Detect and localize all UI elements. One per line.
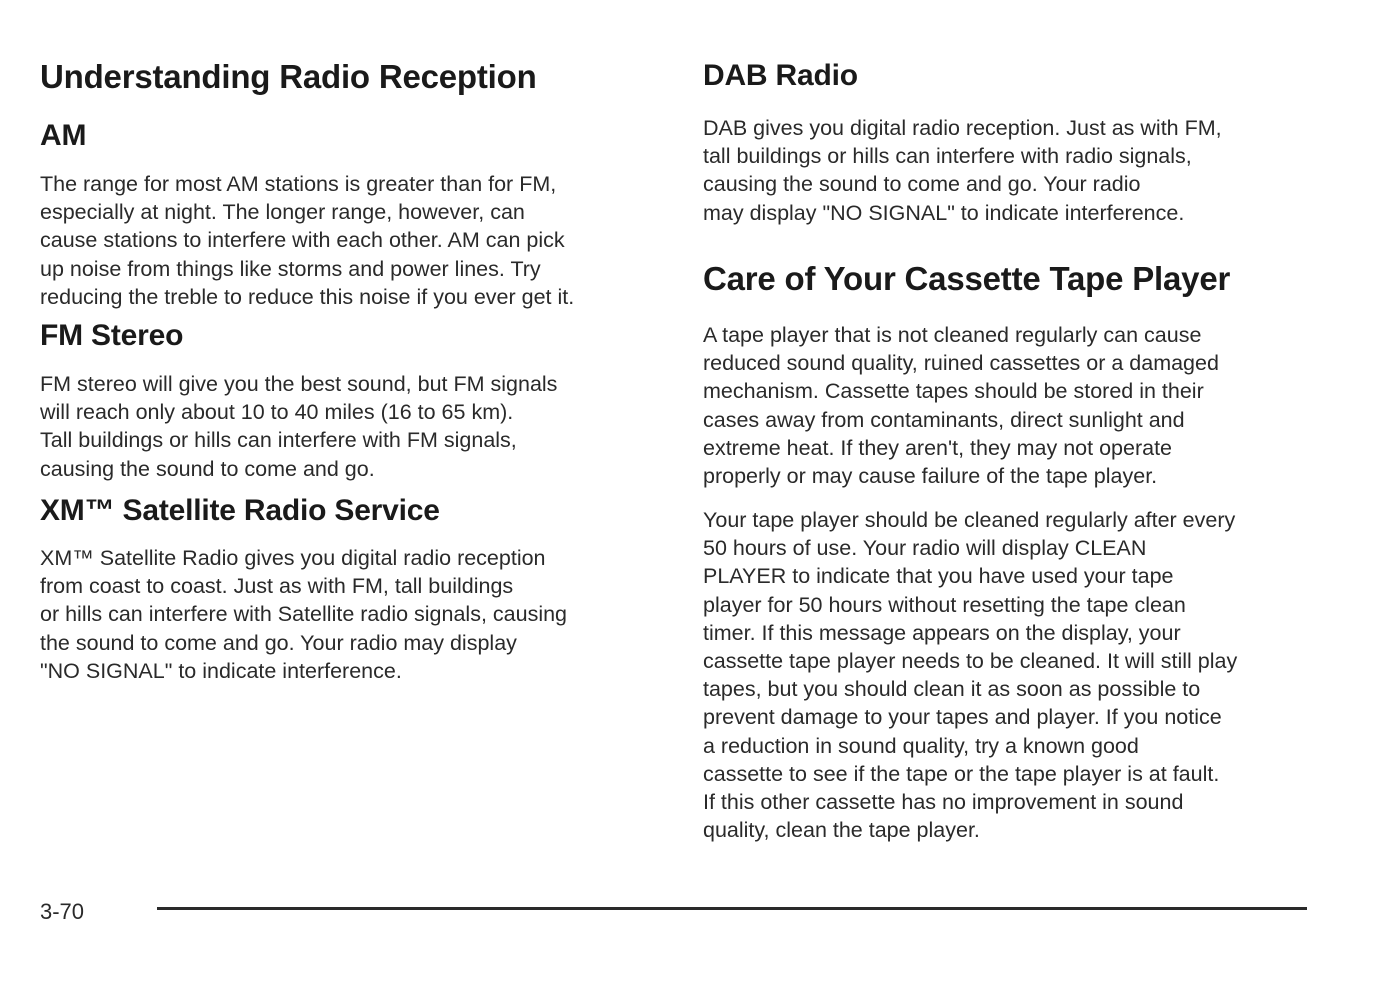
paragraph-dab-radio xyxy=(703,114,1222,227)
paragraph-line: tall buildings or hills can interfere with radio signals, xyxy=(703,144,1192,169)
paragraph-line: mechanism. Cassette tapes should be stored in their xyxy=(703,379,1204,404)
paragraph-cassette-1 xyxy=(703,321,1219,490)
heading-dab-radio: DAB Radio xyxy=(703,59,858,92)
paragraph-line: especially at night. The longer range, however, can xyxy=(40,200,525,225)
heading-fm-stereo: FM Stereo xyxy=(40,319,184,352)
paragraph-line: causing the sound to come and go. xyxy=(40,456,375,481)
paragraph-line: cause stations to interfere with each other. AM can pick xyxy=(40,228,565,253)
paragraph-line: Your tape player should be cleaned regularly after every xyxy=(703,508,1236,532)
paragraph-line: timer. If this message appears on the display, your xyxy=(703,620,1181,645)
paragraph-line: cassette tape player needs to be cleaned. It will still play xyxy=(703,649,1238,674)
paragraph-line: reduced sound quality, ruined cassettes or a damaged xyxy=(703,351,1219,376)
section-title-radio-reception: Understanding Radio Reception xyxy=(40,58,537,95)
paragraph-line: tapes, but you should clean it as soon as possible to xyxy=(703,677,1201,702)
paragraph-line: player for 50 hours without resetting the tape clean xyxy=(703,592,1186,617)
paragraph-line: causing the sound to come and go. Your radio xyxy=(703,172,1141,197)
footer-divider xyxy=(157,907,1307,910)
paragraph-line: DAB gives you digital radio reception. Just as with FM, xyxy=(703,116,1222,140)
paragraph-line: properly or may cause failure of the tape player. xyxy=(703,464,1158,489)
paragraph-line: quality, clean the tape player. xyxy=(703,818,980,843)
paragraph-cassette-2 xyxy=(703,506,1237,844)
paragraph-line: cases away from contaminants, direct sunlight and xyxy=(703,407,1185,432)
paragraph-line: FM stereo will give you the best sound, but FM signals xyxy=(40,372,558,396)
page-number: 3-70 xyxy=(40,899,85,924)
paragraph-fm-stereo xyxy=(40,370,557,483)
heading-am: AM xyxy=(40,119,87,152)
paragraph-xm-satellite xyxy=(40,544,567,685)
paragraph-line: If this other cassette has no improvement in sound xyxy=(703,790,1184,815)
paragraph-line: a reduction in sound quality, try a known good xyxy=(703,733,1139,758)
heading-xm-satellite: XM™ Satellite Radio Service xyxy=(40,494,440,527)
paragraph-line: may display "NO SIGNAL" to indicate interference. xyxy=(703,200,1185,225)
paragraph-line: from coast to coast. Just as with FM, tall buildings xyxy=(40,574,514,599)
paragraph-line: up noise from things like storms and power lines. Try xyxy=(40,256,541,281)
paragraph-line: PLAYER to indicate that you have used your tape xyxy=(703,564,1174,589)
paragraph-line: "NO SIGNAL" to indicate interference. xyxy=(40,658,402,683)
paragraph-line: or hills can interfere with Satellite radio signals, causing xyxy=(40,602,568,627)
paragraph-line: will reach only about 10 to 40 miles (16 to 65 km). xyxy=(40,400,514,425)
paragraph-line: reducing the treble to reduce this noise if you ever get it. xyxy=(40,284,575,309)
paragraph-line: extreme heat. If they aren't, they may not operate xyxy=(703,435,1173,460)
paragraph-am xyxy=(40,170,574,311)
section-title-cassette-care: Care of Your Cassette Tape Player xyxy=(703,260,1231,297)
paragraph-line: the sound to come and go. Your radio may display xyxy=(40,630,517,655)
paragraph-line: XM™ Satellite Radio gives you digital radio reception xyxy=(40,546,546,570)
paragraph-line: The range for most AM stations is greater than for FM, xyxy=(40,172,557,196)
paragraph-line: Tall buildings or hills can interfere with FM signals, xyxy=(40,428,517,453)
paragraph-line: cassette to see if the tape or the tape player is at fault. xyxy=(703,761,1220,786)
paragraph-line: 50 hours of use. Your radio will display CLEAN xyxy=(703,536,1147,561)
paragraph-line: prevent damage to your tapes and player. If you notice xyxy=(703,705,1222,730)
paragraph-line: A tape player that is not cleaned regularly can cause xyxy=(703,323,1202,347)
